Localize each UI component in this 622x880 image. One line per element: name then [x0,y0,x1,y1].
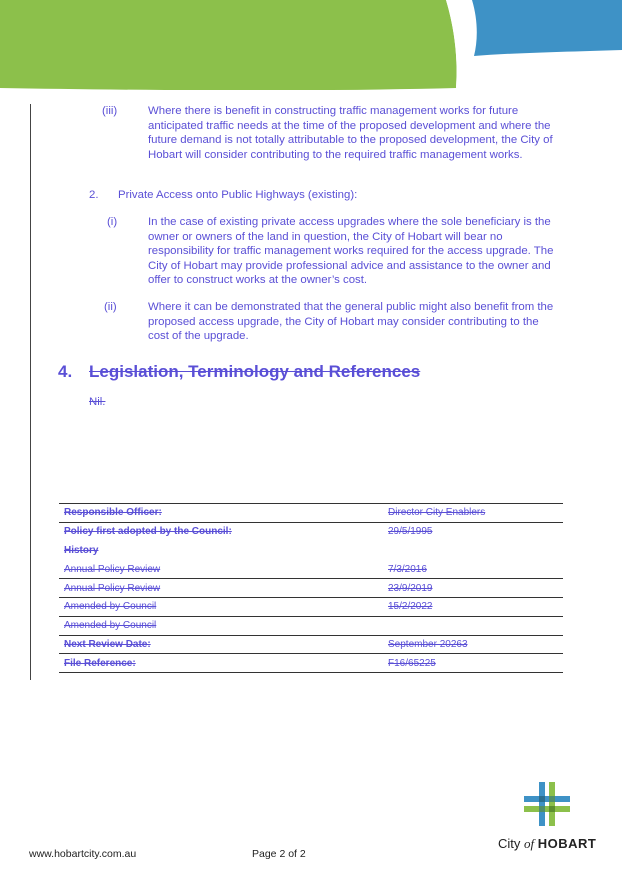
table-row [59,635,563,654]
table-row [59,541,563,560]
section-title: Legislation, Terminology and References [89,362,421,381]
table-cell-value [383,616,563,635]
table-row [59,654,563,673]
table-cell-value: 23/9/2019 [383,579,563,598]
table-cell-value: F16/65225 [383,654,563,673]
table-cell-label: Policy first adopted by the Council: [59,522,383,541]
policy-info-table [59,503,563,673]
list-item-text: In the case of existing private access upgrades where the sole beneficiary is the owner or owners of the land in question, the City of Hobart will bear no responsibility for traffic management works required for the access upgrade. The City of Hobart may provide professional advice and assistance to the owner and offer to construct works at the owner’s cost. [148,216,554,287]
logo-word-hobart: HOBART [537,836,597,851]
table-cell-value: Director City Enablers [383,504,563,523]
subsection-title: Private Access onto Public Highways (existing): [118,189,358,201]
table-cell-label: History [64,544,99,556]
table-cell-value: 29/5/1995 [383,522,563,541]
table-cell-label: Responsible Officer: [59,504,383,523]
table-row [59,522,563,541]
list-item [107,215,562,289]
table-row [59,504,563,523]
table-cell-label: Amended by Council [59,616,383,635]
logo-word-of: of [524,836,535,851]
table-cell-value [383,541,563,560]
table-cell-label: Annual Policy Review [59,579,383,598]
list-item-number: (ii) [104,301,117,313]
table-cell-value: 15/2/2022 [383,597,563,616]
table-row [59,560,563,579]
section-number: 4. [58,362,73,381]
city-of-hobart-cross-icon [522,782,572,828]
header-banner [0,0,622,90]
banner-blue-shape [472,0,622,56]
section-body-text: Nil. [89,396,106,408]
table-cell-label: Next Review Date: [59,635,383,654]
table-cell-value: 7/3/2016 [388,563,427,575]
subsection-number: 2. [89,189,99,201]
section-heading [58,362,420,382]
table-row [59,579,563,598]
subsection-heading [89,188,489,204]
list-item-number: (i) [107,216,118,228]
table-cell-value: September 20263 [383,635,563,654]
banner-green-shape [0,0,457,90]
list-item [104,300,562,345]
city-of-hobart-logo [498,782,598,852]
list-item [102,104,562,178]
page-number: Page 2 of 2 [252,848,306,860]
table-row [59,597,563,616]
revision-change-bar [30,104,31,680]
logo-word-city: City [498,836,521,851]
table-cell-label: Amended by Council [59,597,383,616]
list-item-text: Where there is benefit in constructing traffic management works for future anticipated traffic needs at the time of the proposed development and where the future demand is not totally attributable to the proposed development, the City of Hobart will consider contributing to the required traffic management works. [148,105,553,161]
table-cell-label: Annual Policy Review [64,563,161,575]
footer-website-link[interactable]: www.hobartcity.com.au [29,848,137,860]
table-row [59,616,563,635]
list-item-number: (iii) [102,105,118,117]
table-cell-label: File Reference: [59,654,383,673]
list-item-text: Where it can be demonstrated that the general public might also benefit from the proposed access upgrade, the City of Hobart may consider contributing to the cost of the upgrade. [148,301,554,343]
logo-wordmark [498,836,598,852]
